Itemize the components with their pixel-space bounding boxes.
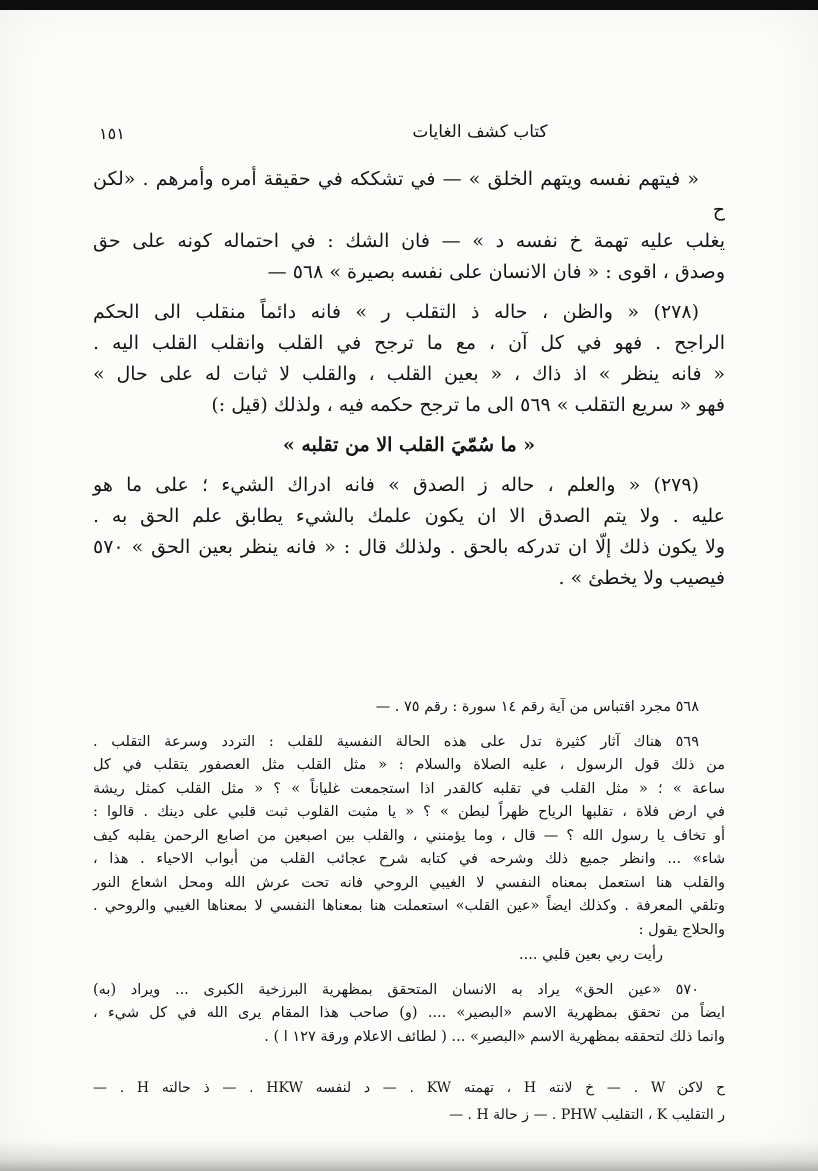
footnote-line: في ارض فلاة ، تقلبها الرياح ظهراً لبطن » ؟ « يا مثبت القلوب ثبت قلبي على دينك . قالوا :	[93, 804, 725, 820]
text-line: عليه . ولا يتم الصدق الا ان يكون علمك بالشيء يطابق علم الحق به .	[93, 505, 725, 527]
footnote-569	[93, 731, 725, 968]
centered-verse: « ما سُمّيَ القلب الا من تقلبه »	[282, 434, 536, 456]
footnote-line: وتلقي المعرفة . وكذلك ايضاً «عين القلب» استعملت هنا بمعناها النفسي لا بمعناها الغيبي والروحي .	[93, 898, 725, 914]
text-line: (٢٧٨) « والظن ، حاله ذ التقلب ر » فانه دائماً منقلب الى الحكم	[93, 301, 699, 323]
text-line: ولا يكون ذلك إلّا ان تدركه بالحق . ولذلك قال : « فانه ينظر بعين الحق » ٥٧٠	[93, 536, 725, 558]
bottom-scan-shadow	[0, 1141, 818, 1171]
footnote-line: من ذلك قول الرسول ، عليه الصلاة والسلام : « مثل القلب مثل العصفور يتقلب في كل	[93, 757, 725, 773]
paragraph-2	[93, 297, 725, 421]
text-line: فيصيب ولا يخطئ » .	[558, 567, 725, 589]
footnote-line: ايضاً من تحقق بمظهرية الاسم «البصير» .... (و) صاحب هذا المقام يرى الله في كل شيء ،	[93, 1005, 725, 1021]
page-number: ١٥١	[99, 124, 125, 143]
footnotes-section	[93, 696, 725, 1049]
footnote-line: ٥٦٨ مجرد اقتباس من آية رقم ١٤ سورة : رقم ٧٥ . —	[375, 699, 699, 715]
footnote-line: شاء» ... وانظر جميع ذلك وشرحه في كتابه شرح عجائب القلب من أبواب الاحياء . هذا ،	[93, 851, 725, 867]
footnote-line: والحلاج يقول :	[638, 921, 725, 938]
hallaj-verse: رأيت ربي بعين قلبي ....	[519, 947, 663, 963]
apparatus-line: ر التقليب K ، التقليب PHW . — ز حالة H . —	[449, 1107, 725, 1123]
critical-apparatus	[93, 1075, 725, 1129]
page-header	[93, 122, 725, 148]
paragraph-1	[93, 164, 725, 288]
book-title: كتاب كشف الغايات	[412, 122, 548, 142]
footnote-570	[93, 979, 725, 1050]
text-line: وصدق ، اقوى : « فان الانسان على نفسه بصيرة » ٥٦٨ —	[267, 261, 725, 283]
footnote-line: والقلب هنا استعمل بمعناه النفسي لا الغيبي الروحي فانه تحت عرش الله ومحل اشعاع النور	[93, 874, 725, 891]
main-text	[93, 164, 725, 594]
footnote-line: ٥٧٠ «عين الحق» يراد به الانسان المتحقق بمظهرية البرزخية الكبرى ... ويراد (به)	[93, 981, 699, 998]
text-line: « فيتهم نفسه ويتهم الخلق » — في تشككه في حقيقة أمره وأمرهم . «لكن ح	[93, 168, 725, 221]
text-line: (٢٧٩) « والعلم ، حاله ز الصدق » فانه ادراك الشيء ؛ على ما هو	[93, 474, 699, 496]
footnote-line: وانما ذلك لتحققه بمظهرية الاسم «البصير» ... ( لطائف الاعلام ورقة ١٢٧ ا ) .	[264, 1028, 725, 1045]
page-content	[93, 0, 725, 1129]
footnote-line: ساعة » ؛ « مثل القلب في تقلبه كالقدر اذا استجمعت غلياناً » ؟ « مثل القلب كمثل ريشة	[93, 780, 725, 797]
footnote-568	[93, 696, 725, 720]
text-line: الراجح . فهو في كل آن ، مع ما ترجح في القلب وانقلب القلب اليه .	[93, 332, 725, 354]
text-line: فهو « سريع التقلب » ٥٦٩ الى ما ترجح حكمه فيه ، ولذلك (قيل :)	[211, 394, 725, 416]
footnote-line: أو تخاف يا رسول الله ؟ — قال ، وما يؤمنني ، والقلب بين اصبعين من اصابع الرحمن يقلبه كيف	[93, 827, 725, 844]
footnote-line: ٥٦٩ هناك آثار كثيرة تدل على هذه الحالة النفسية للقلب : التردد وسرعة التقلب .	[93, 733, 699, 750]
text-line: يغلب عليه تهمة خ نفسه د » — فان الشك : في احتماله كونه على حق	[93, 230, 725, 252]
text-line: « فانه ينظر » اذ ذاك ، « بعين القلب ، والقلب لا ثبات له على حال »	[93, 363, 725, 385]
paragraph-3	[93, 470, 725, 594]
apparatus-line: ح لاكن W . — خ لانته H ، تهمته KW . — د لنفسه HKW . — ذ حالته H . —	[93, 1080, 725, 1096]
